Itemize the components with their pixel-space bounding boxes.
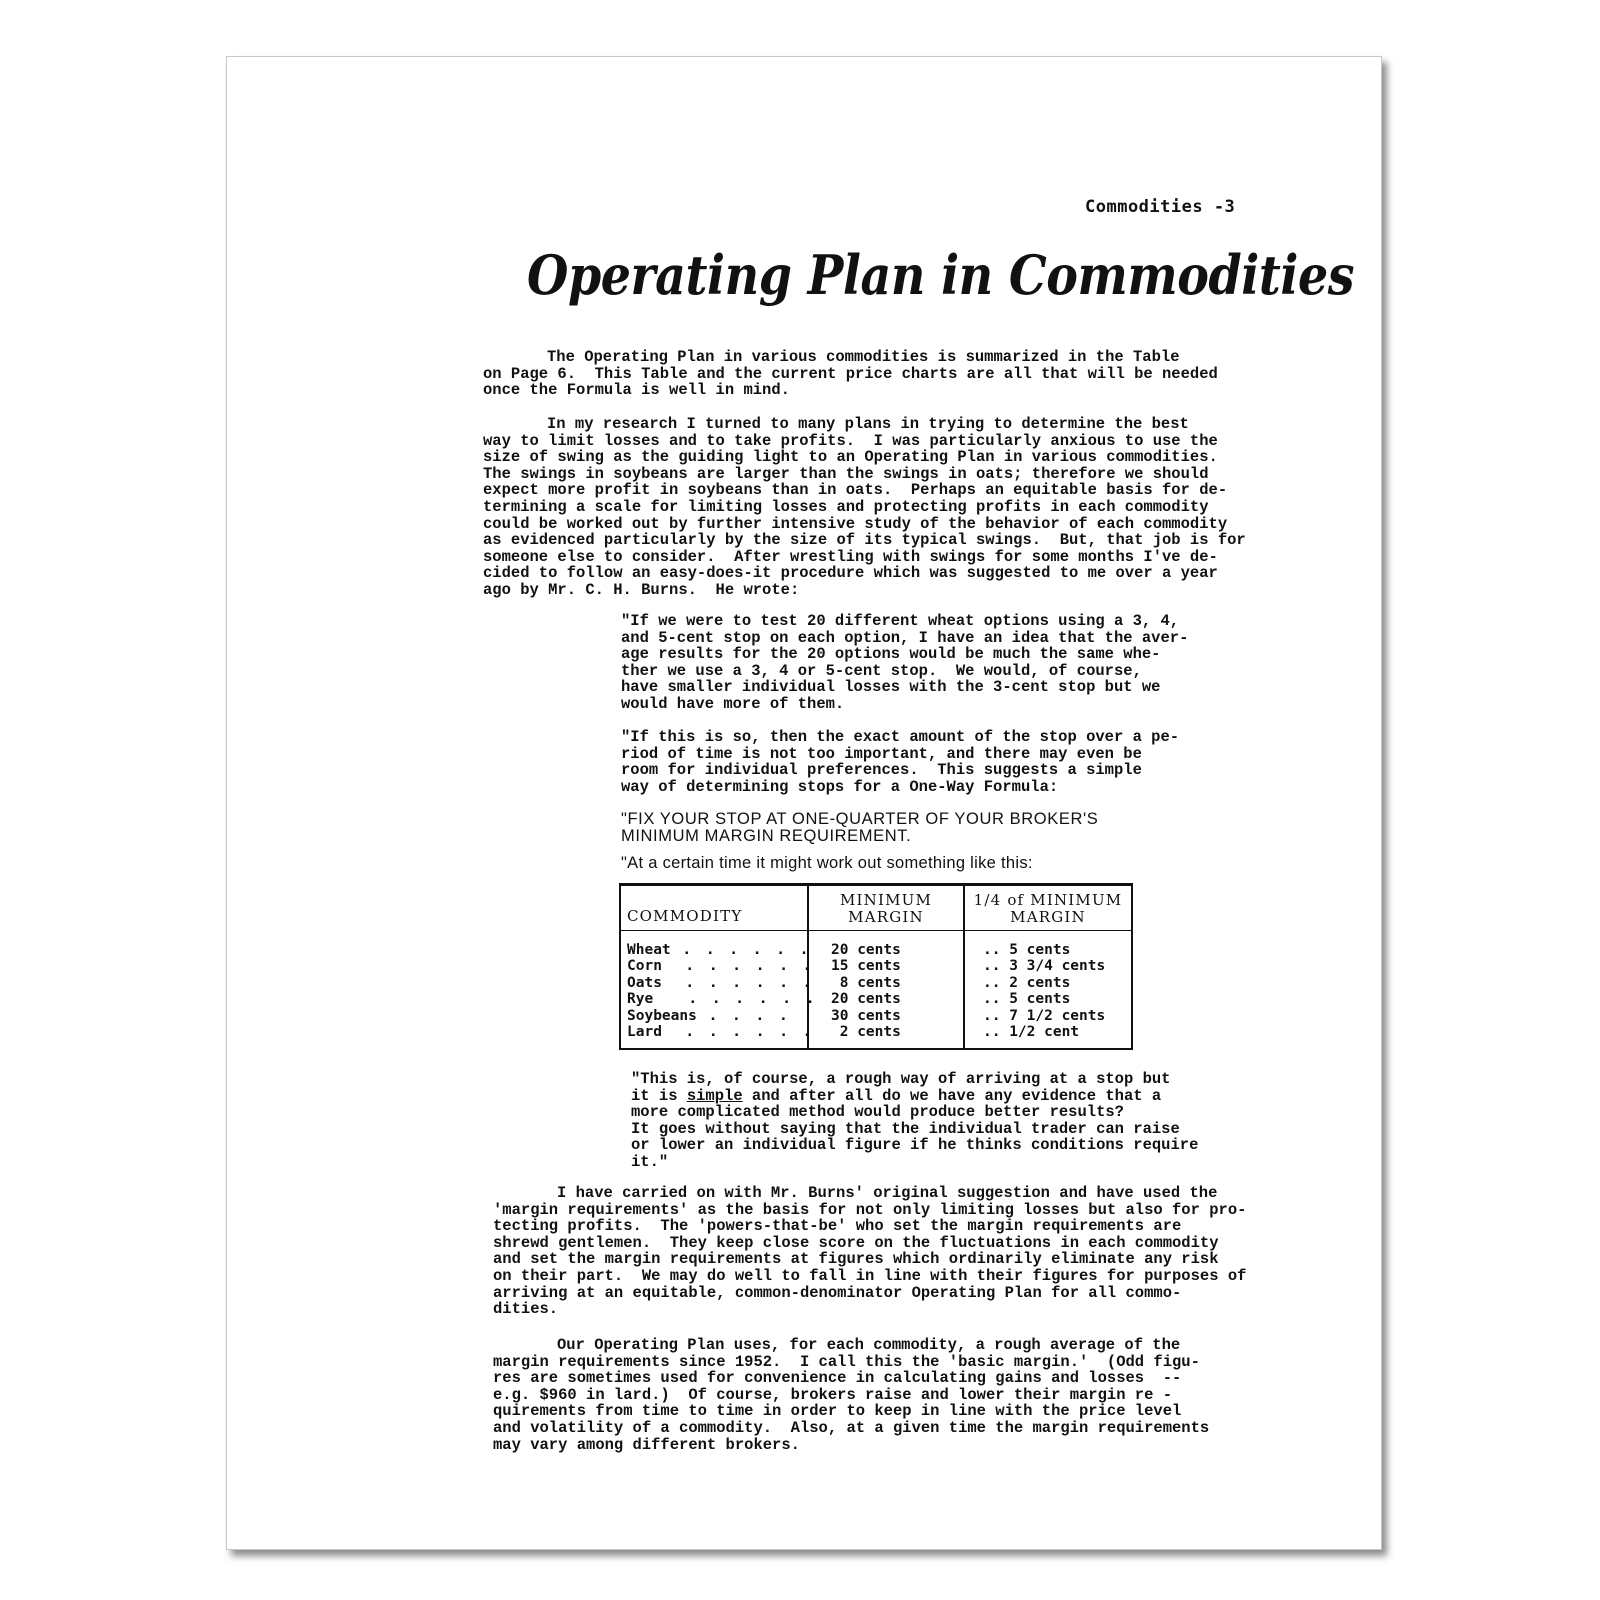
text-line: cided to follow an easy-does-it procedure which was suggested to me over a year — [483, 564, 1218, 583]
minimum-margin-value: 2 cents — [831, 1023, 901, 1040]
text-line: shrewd gentlemen. They keep close score on the fluctuations in each commodity — [493, 1233, 1219, 1252]
page-title: Operating Plan in Commodities — [527, 243, 1355, 307]
quarter-margin-value: .. 1/2 cent — [983, 1023, 1080, 1040]
table-row — [621, 1024, 1131, 1040]
table-header-commodity: COMMODITY — [627, 907, 743, 925]
margin-table — [619, 883, 1133, 1050]
leader-dots: . . . . . . — [670, 942, 812, 958]
text-line: size of swing as the guiding light to an Operating Plan in various commodities. — [483, 448, 1218, 467]
text-line: may vary among different brokers. — [493, 1435, 800, 1454]
document-page — [226, 56, 1382, 1550]
paragraph-research — [483, 415, 1246, 599]
table-row — [621, 958, 1131, 974]
text-line: on Page 6. This Table and the current price charts are all that will be needed — [483, 364, 1218, 383]
table-body — [621, 942, 1131, 1040]
text-line: res are sometimes used for convenience in calculating gains and losses -- — [493, 1369, 1182, 1388]
text-line: room for individual preferences. This suggests a simple — [621, 761, 1142, 780]
leader-dots: . . . . . . — [661, 974, 815, 991]
text-line: dities. — [493, 1300, 559, 1319]
table-row — [621, 942, 1131, 958]
text-line: have smaller individual losses with the 3-cent stop but we — [621, 678, 1161, 697]
commodity-name: Wheat — [627, 942, 671, 958]
text-line: 'margin requirements' as the basis for not only limiting losses but also for pro- — [493, 1200, 1247, 1219]
text-line: termining a scale for limiting losses and protecting profits in each commodity — [483, 497, 1209, 516]
text-line: way to limit losses and to take profits. I was particularly anxious to use the — [483, 431, 1218, 450]
text-line: arriving at an equitable, common-denominator Operating Plan for all commo- — [493, 1283, 1182, 1302]
text-line: would have more of them. — [621, 694, 845, 713]
minimum-margin-value: 15 cents — [831, 958, 901, 975]
text-line: as evidenced particularly by the size of its typical swings. But, that job is for — [483, 531, 1246, 550]
paragraph-basic-margin — [493, 1337, 1233, 1453]
text-line: and volatility of a commodity. Also, at a given time the margin requirements — [493, 1418, 1210, 1437]
text-line: e.g. $960 in lard.) Of course, brokers raise and lower their margin re - — [493, 1385, 1173, 1404]
text-line: "If we were to test 20 different wheat options using a 3, 4, — [621, 612, 1180, 630]
commodity-name: Rye — [627, 991, 654, 1008]
text-line: quirements from time to time in order to keep in line with the price level — [493, 1402, 1182, 1421]
text-line: It goes without saying that the individual trader can raise — [631, 1119, 1180, 1138]
quote-rough-way — [631, 1070, 1199, 1171]
text-line: ago by Mr. C. H. Burns. He wrote: — [483, 580, 800, 599]
text-line: "This is, of course, a rough way of arriving at a stop but — [631, 1070, 1171, 1088]
commodity-name: Soybeans — [627, 1007, 697, 1024]
text-line: more complicated method would produce better results? — [631, 1103, 1124, 1122]
text-line: it is simple and after all do we have any evidence that a — [631, 1086, 1162, 1105]
quote-stop-importance — [621, 729, 1181, 795]
text-line: age results for the 20 options would be much the same whe- — [621, 645, 1161, 664]
text-line: "If this is so, then the exact amount of the stop over a pe- — [621, 728, 1180, 746]
text-line: or lower an individual figure if he thinks conditions require — [631, 1136, 1199, 1155]
quote-table-intro — [621, 855, 1181, 872]
leader-dots: . . . . . . — [661, 1023, 815, 1040]
text-line: In my research I turned to many plans in trying to determine the best — [547, 415, 1189, 433]
text-line: "At a certain time it might work out something like this: — [621, 854, 1033, 872]
quarter-margin-value: .. 7 1/2 cents — [983, 1007, 1106, 1024]
text-line: and 5-cent stop on each option, I have an idea that the aver- — [621, 628, 1189, 647]
commodity-name: Lard — [627, 1023, 662, 1040]
text-line: Our Operating Plan uses, for each commodity, a rough average of the — [557, 1336, 1181, 1354]
quote-wheat-options — [621, 612, 1189, 713]
quarter-margin-value: .. 3 3/4 cents — [983, 958, 1106, 975]
table-row — [621, 1008, 1131, 1024]
text-line: way of determining stops for a One-Way Formula: — [621, 777, 1059, 796]
text-line: margin requirements since 1952. I call this the 'basic margin.' (Odd figu- — [493, 1352, 1200, 1371]
text-line: riod of time is not too important, and there may even be — [621, 744, 1142, 763]
table-row — [621, 975, 1131, 991]
commodity-name: Oats — [627, 974, 662, 991]
minimum-margin-value: 20 cents — [831, 942, 901, 958]
table-header-quarter-margin: 1/4 of MINIMUM MARGIN — [973, 891, 1123, 926]
minimum-margin-value: 8 cents — [831, 974, 901, 991]
text-line: ther we use a 3, 4 or 5-cent stop. We would, of course, — [621, 661, 1142, 680]
text-line: The swings in soybeans are larger than the swings in oats; therefore we should — [483, 464, 1209, 483]
paragraph-margin-requirements — [493, 1184, 1247, 1319]
quote-fix-your-stop — [621, 811, 1181, 845]
text-line: "FIX YOUR STOP AT ONE-QUARTER OF YOUR BROKER'S — [621, 810, 1099, 828]
page-header-label: Commodities -3 — [1085, 197, 1236, 217]
text-line: could be worked out by further intensive study of the behavior of each commodity — [483, 514, 1228, 533]
leader-dots: . . . . — [696, 1007, 791, 1024]
text-line: on their part. We may do well to fall in line with their figures for purposes of — [493, 1266, 1247, 1285]
text-line: once the Formula is well in mind. — [483, 381, 790, 400]
quarter-margin-value: .. 2 cents — [983, 974, 1071, 991]
text-line: someone else to consider. After wrestling with swings for some months I've de- — [483, 547, 1218, 566]
table-header-rule — [621, 930, 1131, 931]
quarter-margin-value: .. 5 cents — [983, 991, 1071, 1008]
paragraph-intro — [483, 349, 1223, 399]
text-line: The Operating Plan in various commodities is summarized in the Table — [547, 348, 1180, 366]
minimum-margin-value: 20 cents — [831, 991, 901, 1008]
leader-dots: . . . . . . — [653, 991, 818, 1008]
table-header-minimum-margin: MINIMUM MARGIN — [839, 891, 933, 926]
quarter-margin-value: .. 5 cents — [983, 942, 1071, 958]
text-line: and set the margin requirements at figures which ordinarily eliminate any risk — [493, 1250, 1219, 1269]
text-line: expect more profit in soybeans than in oats. Perhaps an equitable basis for de- — [483, 481, 1228, 500]
text-line: I have carried on with Mr. Burns' original suggestion and have used the — [557, 1184, 1218, 1202]
leader-dots: . . . . . . — [661, 958, 815, 975]
text-line: MINIMUM MARGIN REQUIREMENT. — [621, 827, 912, 845]
underlined-word: simple — [686, 1086, 743, 1105]
text-line: tecting profits. The 'powers-that-be' who set the margin requirements are — [493, 1217, 1182, 1236]
commodity-name: Corn — [627, 958, 662, 975]
minimum-margin-value: 30 cents — [831, 1007, 901, 1024]
table-row — [621, 991, 1131, 1007]
text-line: it." — [631, 1152, 669, 1171]
